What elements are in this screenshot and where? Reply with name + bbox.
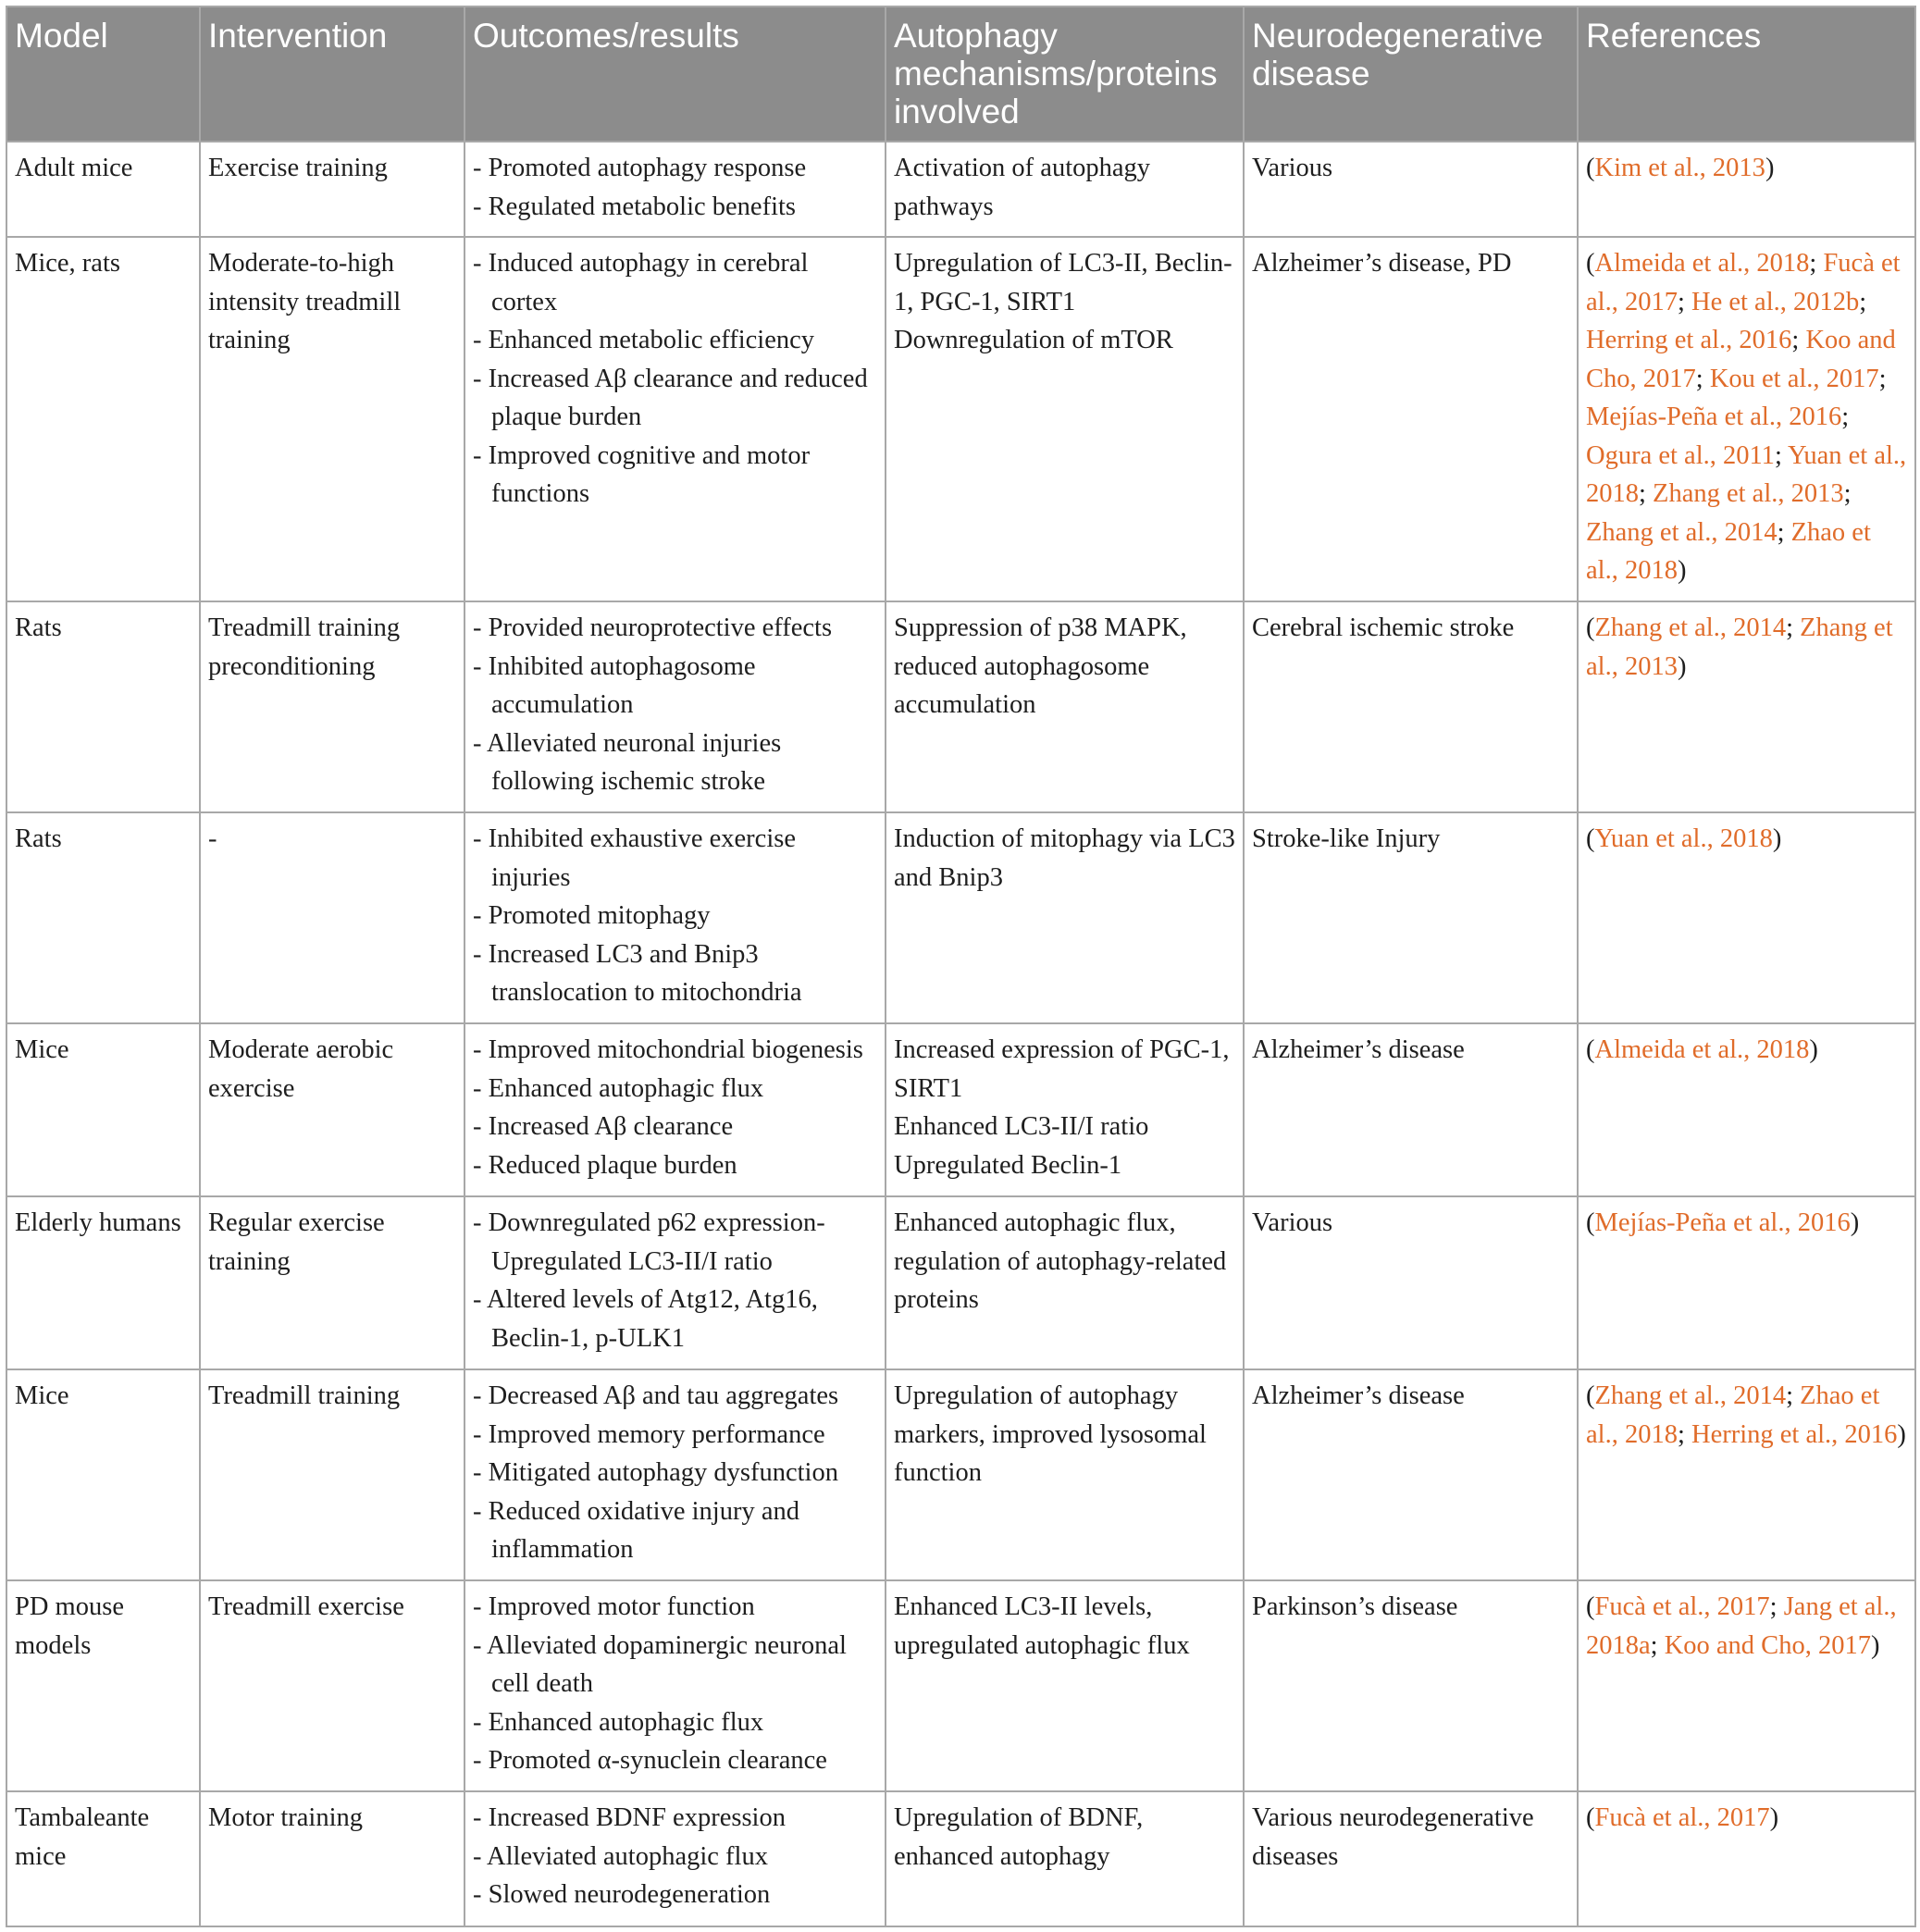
reference-punctuation: ( — [1586, 249, 1595, 278]
header-intervention: Intervention — [200, 6, 465, 142]
cell-outcomes — [465, 1023, 886, 1196]
table-row — [6, 1791, 1915, 1926]
reference-link[interactable]: Jang et al., 2018a — [1586, 1592, 1897, 1660]
cell-disease: Parkinson’s disease — [1244, 1580, 1578, 1791]
cell-disease: Alzheimer’s disease, PD — [1244, 237, 1578, 601]
cell-references — [1578, 1196, 1915, 1369]
outcome-item: - Increased Aβ clearance — [473, 1112, 734, 1141]
outcome-item: - Reduced plaque burden — [473, 1150, 737, 1180]
outcome-item: - Enhanced metabolic efficiency — [473, 326, 814, 354]
reference-punctuation: ) — [1870, 1630, 1880, 1660]
outcome-item: - Alleviated neuronal injuries following ischemic stroke — [473, 728, 782, 796]
outcome-item: - Increased Aβ clearance and reduced plaque burden — [473, 364, 868, 431]
reference-link[interactable]: Koo and Cho, 2017 — [1664, 1630, 1871, 1660]
cell-model: Mice — [6, 1369, 200, 1580]
reference-punctuation: ; — [1786, 1381, 1801, 1410]
table-row — [6, 1580, 1915, 1791]
reference-punctuation: ; — [1677, 287, 1691, 316]
reference-punctuation: ; — [1677, 1419, 1691, 1449]
reference-link[interactable]: Fucà et al., 2017 — [1594, 1592, 1770, 1621]
mechanism-line: Downregulation of mTOR — [894, 326, 1173, 354]
reference-punctuation: ; — [1774, 440, 1788, 470]
outcome-item: - Slowed neurodegeneration — [473, 1880, 771, 1909]
outcome-item: - Promoted autophagy response — [473, 154, 807, 182]
mechanism-line: Increased expression of PGC-1, SIRT1 — [894, 1035, 1230, 1103]
cell-model: Elderly humans — [6, 1196, 200, 1369]
reference-punctuation: ; — [1809, 249, 1824, 278]
cell-references — [1578, 1023, 1915, 1196]
outcome-item: - Alleviated autophagic flux — [473, 1841, 768, 1871]
cell-mechanisms — [886, 1023, 1244, 1196]
cell-mechanisms — [886, 1369, 1244, 1580]
outcome-item: - Inhibited autophagosome accumulation — [473, 651, 756, 719]
table-row — [6, 237, 1915, 601]
reference-link[interactable]: Zhang et al., 2013 — [1653, 479, 1844, 508]
cell-mechanisms — [886, 601, 1244, 812]
reference-link[interactable]: Mejías-Peña et al., 2016 — [1586, 402, 1842, 431]
cell-intervention: - — [200, 812, 465, 1023]
reference-punctuation: ; — [1639, 479, 1654, 508]
reference-link[interactable]: Zhao et al., 2018 — [1586, 517, 1871, 585]
exercise-autophagy-table — [6, 6, 1916, 1927]
outcome-item: - Decreased Aβ and tau aggregates — [473, 1381, 839, 1410]
cell-disease: Various neurodegenerative diseases — [1244, 1791, 1578, 1926]
reference-link[interactable]: Zhao et al., 2018 — [1586, 1381, 1880, 1449]
table-row — [6, 1369, 1915, 1580]
table-row — [6, 1196, 1915, 1369]
reference-punctuation: ( — [1586, 1381, 1595, 1410]
outcome-item: - Regulated metabolic benefits — [473, 192, 796, 221]
reference-punctuation: ; — [1777, 517, 1791, 547]
outcome-item: - Enhanced autophagic flux — [473, 1707, 764, 1737]
reference-punctuation: ; — [1786, 613, 1801, 642]
reference-punctuation: ) — [1897, 1419, 1906, 1449]
cell-intervention: Treadmill training preconditioning — [200, 601, 465, 812]
mechanism-line: Enhanced LC3-II levels, upregulated autophagic flux — [894, 1592, 1190, 1660]
reference-punctuation: ; — [1841, 402, 1850, 431]
reference-punctuation: ; — [1843, 479, 1852, 508]
reference-link[interactable]: Fucà et al., 2017 — [1594, 1803, 1770, 1832]
cell-outcomes — [465, 1196, 886, 1369]
outcome-item: - Increased BDNF expression — [473, 1803, 786, 1832]
cell-model: Mice — [6, 1023, 200, 1196]
cell-references — [1578, 601, 1915, 812]
outcome-item: - Improved motor function — [473, 1592, 755, 1621]
cell-intervention: Treadmill training — [200, 1369, 465, 1580]
reference-link[interactable]: Herring et al., 2016 — [1691, 1419, 1898, 1449]
header-row — [6, 6, 1915, 142]
reference-link[interactable]: Mejías-Peña et al., 2016 — [1594, 1208, 1851, 1237]
mechanism-line: Upregulation of BDNF, enhanced autophagy — [894, 1803, 1144, 1871]
cell-mechanisms — [886, 1196, 1244, 1369]
reference-punctuation: ( — [1586, 1035, 1595, 1064]
reference-link[interactable]: Yuan et al., 2018 — [1594, 824, 1773, 853]
reference-link[interactable]: He et al., 2012b — [1691, 287, 1860, 316]
header-references: References — [1578, 6, 1915, 142]
reference-link[interactable]: Yuan et al., 2018 — [1586, 440, 1907, 508]
reference-link[interactable]: Fucà et al., 2017 — [1586, 249, 1901, 316]
cell-outcomes — [465, 237, 886, 601]
cell-outcomes — [465, 1791, 886, 1926]
outcome-item: - Induced autophagy in cerebral cortex — [473, 249, 809, 316]
reference-link[interactable]: Herring et al., 2016 — [1586, 326, 1792, 354]
outcome-item: - Improved memory performance — [473, 1419, 825, 1449]
reference-punctuation: ( — [1586, 1208, 1595, 1237]
reference-link[interactable]: Ogura et al., 2011 — [1586, 440, 1775, 470]
reference-punctuation: ; — [1878, 364, 1887, 393]
reference-punctuation: ; — [1769, 1592, 1784, 1621]
cell-references — [1578, 142, 1915, 237]
header-disease: Neurodegenerative disease — [1244, 6, 1578, 142]
cell-intervention: Treadmill exercise — [200, 1580, 465, 1791]
mechanism-line: Upregulation of autophagy markers, improved lysosomal function — [894, 1381, 1207, 1487]
reference-punctuation: ) — [1772, 824, 1782, 853]
outcome-item: - Downregulated p62 expression- Upregulated LC3-II/I ratio — [473, 1208, 825, 1276]
reference-link[interactable]: Zhang et al., 2014 — [1586, 517, 1778, 547]
cell-disease: Alzheimer’s disease — [1244, 1023, 1578, 1196]
outcome-item: - Improved mitochondrial biogenesis — [473, 1035, 863, 1064]
mechanism-line: Suppression of p38 MAPK, reduced autophagosome accumulation — [894, 613, 1187, 719]
cell-disease: Various — [1244, 142, 1578, 237]
reference-punctuation: ; — [1695, 364, 1710, 393]
outcome-item: - Provided neuroprotective effects — [473, 613, 833, 642]
cell-intervention: Exercise training — [200, 142, 465, 237]
header-mechanisms: Autophagy mechanisms/proteins involved — [886, 6, 1244, 142]
table-row — [6, 812, 1915, 1023]
cell-model: Mice, rats — [6, 237, 200, 601]
reference-punctuation: ; — [1650, 1630, 1665, 1660]
reference-punctuation: ) — [1677, 651, 1687, 681]
cell-references — [1578, 1580, 1915, 1791]
reference-punctuation: ) — [1765, 154, 1775, 182]
table-body — [6, 142, 1915, 1926]
outcome-item: - Improved cognitive and motor functions — [473, 440, 811, 508]
reference-link[interactable]: Zhang et al., 2013 — [1586, 613, 1893, 681]
cell-intervention: Regular exercise training — [200, 1196, 465, 1369]
cell-disease: Cerebral ischemic stroke — [1244, 601, 1578, 812]
cell-mechanisms — [886, 1791, 1244, 1926]
reference-link[interactable]: Almeida et al., 2018 — [1594, 249, 1810, 278]
reference-punctuation: ( — [1586, 613, 1595, 642]
reference-punctuation: ) — [1677, 556, 1687, 585]
mechanism-line: Activation of autophagy pathways — [894, 154, 1151, 221]
table-row — [6, 601, 1915, 812]
reference-punctuation: ) — [1809, 1035, 1818, 1064]
cell-outcomes — [465, 1580, 886, 1791]
cell-intervention: Moderate aerobic exercise — [200, 1023, 465, 1196]
reference-link[interactable]: Koo and Cho, 2017 — [1586, 326, 1896, 393]
table-row — [6, 1023, 1915, 1196]
cell-outcomes — [465, 1369, 886, 1580]
reference-punctuation: ; — [1859, 287, 1867, 316]
outcome-item: - Alleviated dopaminergic neuronal cell death — [473, 1630, 847, 1698]
mechanism-line: Upregulated Beclin-1 — [894, 1150, 1122, 1180]
cell-mechanisms — [886, 237, 1244, 601]
cell-intervention: Motor training — [200, 1791, 465, 1926]
table-header — [6, 6, 1915, 142]
reference-link[interactable]: Kim et al., 2013 — [1594, 154, 1765, 182]
reference-link[interactable]: Kou et al., 2017 — [1709, 364, 1879, 393]
outcome-item: - Reduced oxidative injury and inflammation — [473, 1496, 799, 1564]
cell-mechanisms — [886, 1580, 1244, 1791]
cell-mechanisms — [886, 812, 1244, 1023]
header-model: Model — [6, 6, 200, 142]
outcome-item: - Promoted α-synuclein clearance — [473, 1746, 827, 1775]
cell-outcomes — [465, 601, 886, 812]
reference-punctuation: ( — [1586, 154, 1595, 182]
reference-punctuation: ( — [1586, 1592, 1595, 1621]
table-row — [6, 142, 1915, 237]
cell-references — [1578, 237, 1915, 601]
outcome-item: - Increased LC3 and Bnip3 translocation to mitochondria — [473, 939, 802, 1007]
cell-references — [1578, 1791, 1915, 1926]
reference-punctuation: ) — [1769, 1803, 1779, 1832]
cell-model: Adult mice — [6, 142, 200, 237]
cell-outcomes — [465, 812, 886, 1023]
reference-link[interactable]: Almeida et al., 2018 — [1594, 1035, 1810, 1064]
cell-disease: Stroke-like Injury — [1244, 812, 1578, 1023]
reference-link[interactable]: Zhang et al., 2014 — [1594, 613, 1787, 642]
outcome-item: - Inhibited exhaustive exercise injuries — [473, 824, 796, 892]
reference-punctuation: ( — [1586, 824, 1595, 853]
cell-mechanisms — [886, 142, 1244, 237]
cell-model: Tambaleante mice — [6, 1791, 200, 1926]
cell-references — [1578, 812, 1915, 1023]
mechanism-line: Enhanced autophagic flux, regulation of autophagy-related proteins — [894, 1208, 1227, 1314]
cell-model: PD mouse models — [6, 1580, 200, 1791]
reference-punctuation: ; — [1791, 326, 1806, 354]
cell-outcomes — [465, 142, 886, 237]
mechanism-line: Upregulation of LC3-II, Beclin-1, PGC-1, SIRT1 — [894, 249, 1233, 316]
header-outcomes: Outcomes/results — [465, 6, 886, 142]
outcome-item: - Mitigated autophagy dysfunction — [473, 1458, 838, 1487]
outcome-item: - Promoted mitophagy — [473, 901, 711, 930]
reference-punctuation: ( — [1586, 1803, 1595, 1832]
reference-link[interactable]: Zhang et al., 2014 — [1594, 1381, 1787, 1410]
cell-model: Rats — [6, 601, 200, 812]
outcome-item: - Enhanced autophagic flux — [473, 1073, 764, 1103]
cell-references — [1578, 1369, 1915, 1580]
cell-disease: Various — [1244, 1196, 1578, 1369]
mechanism-line: Enhanced LC3-II/I ratio — [894, 1112, 1149, 1141]
cell-disease: Alzheimer’s disease — [1244, 1369, 1578, 1580]
reference-punctuation: ) — [1850, 1208, 1860, 1237]
mechanism-line: Induction of mitophagy via LC3 and Bnip3 — [894, 824, 1235, 892]
outcome-item: - Altered levels of Atg12, Atg16, Beclin-1, p-ULK1 — [473, 1285, 818, 1353]
cell-intervention: Moderate-to-high intensity treadmill training — [200, 237, 465, 601]
cell-model: Rats — [6, 812, 200, 1023]
